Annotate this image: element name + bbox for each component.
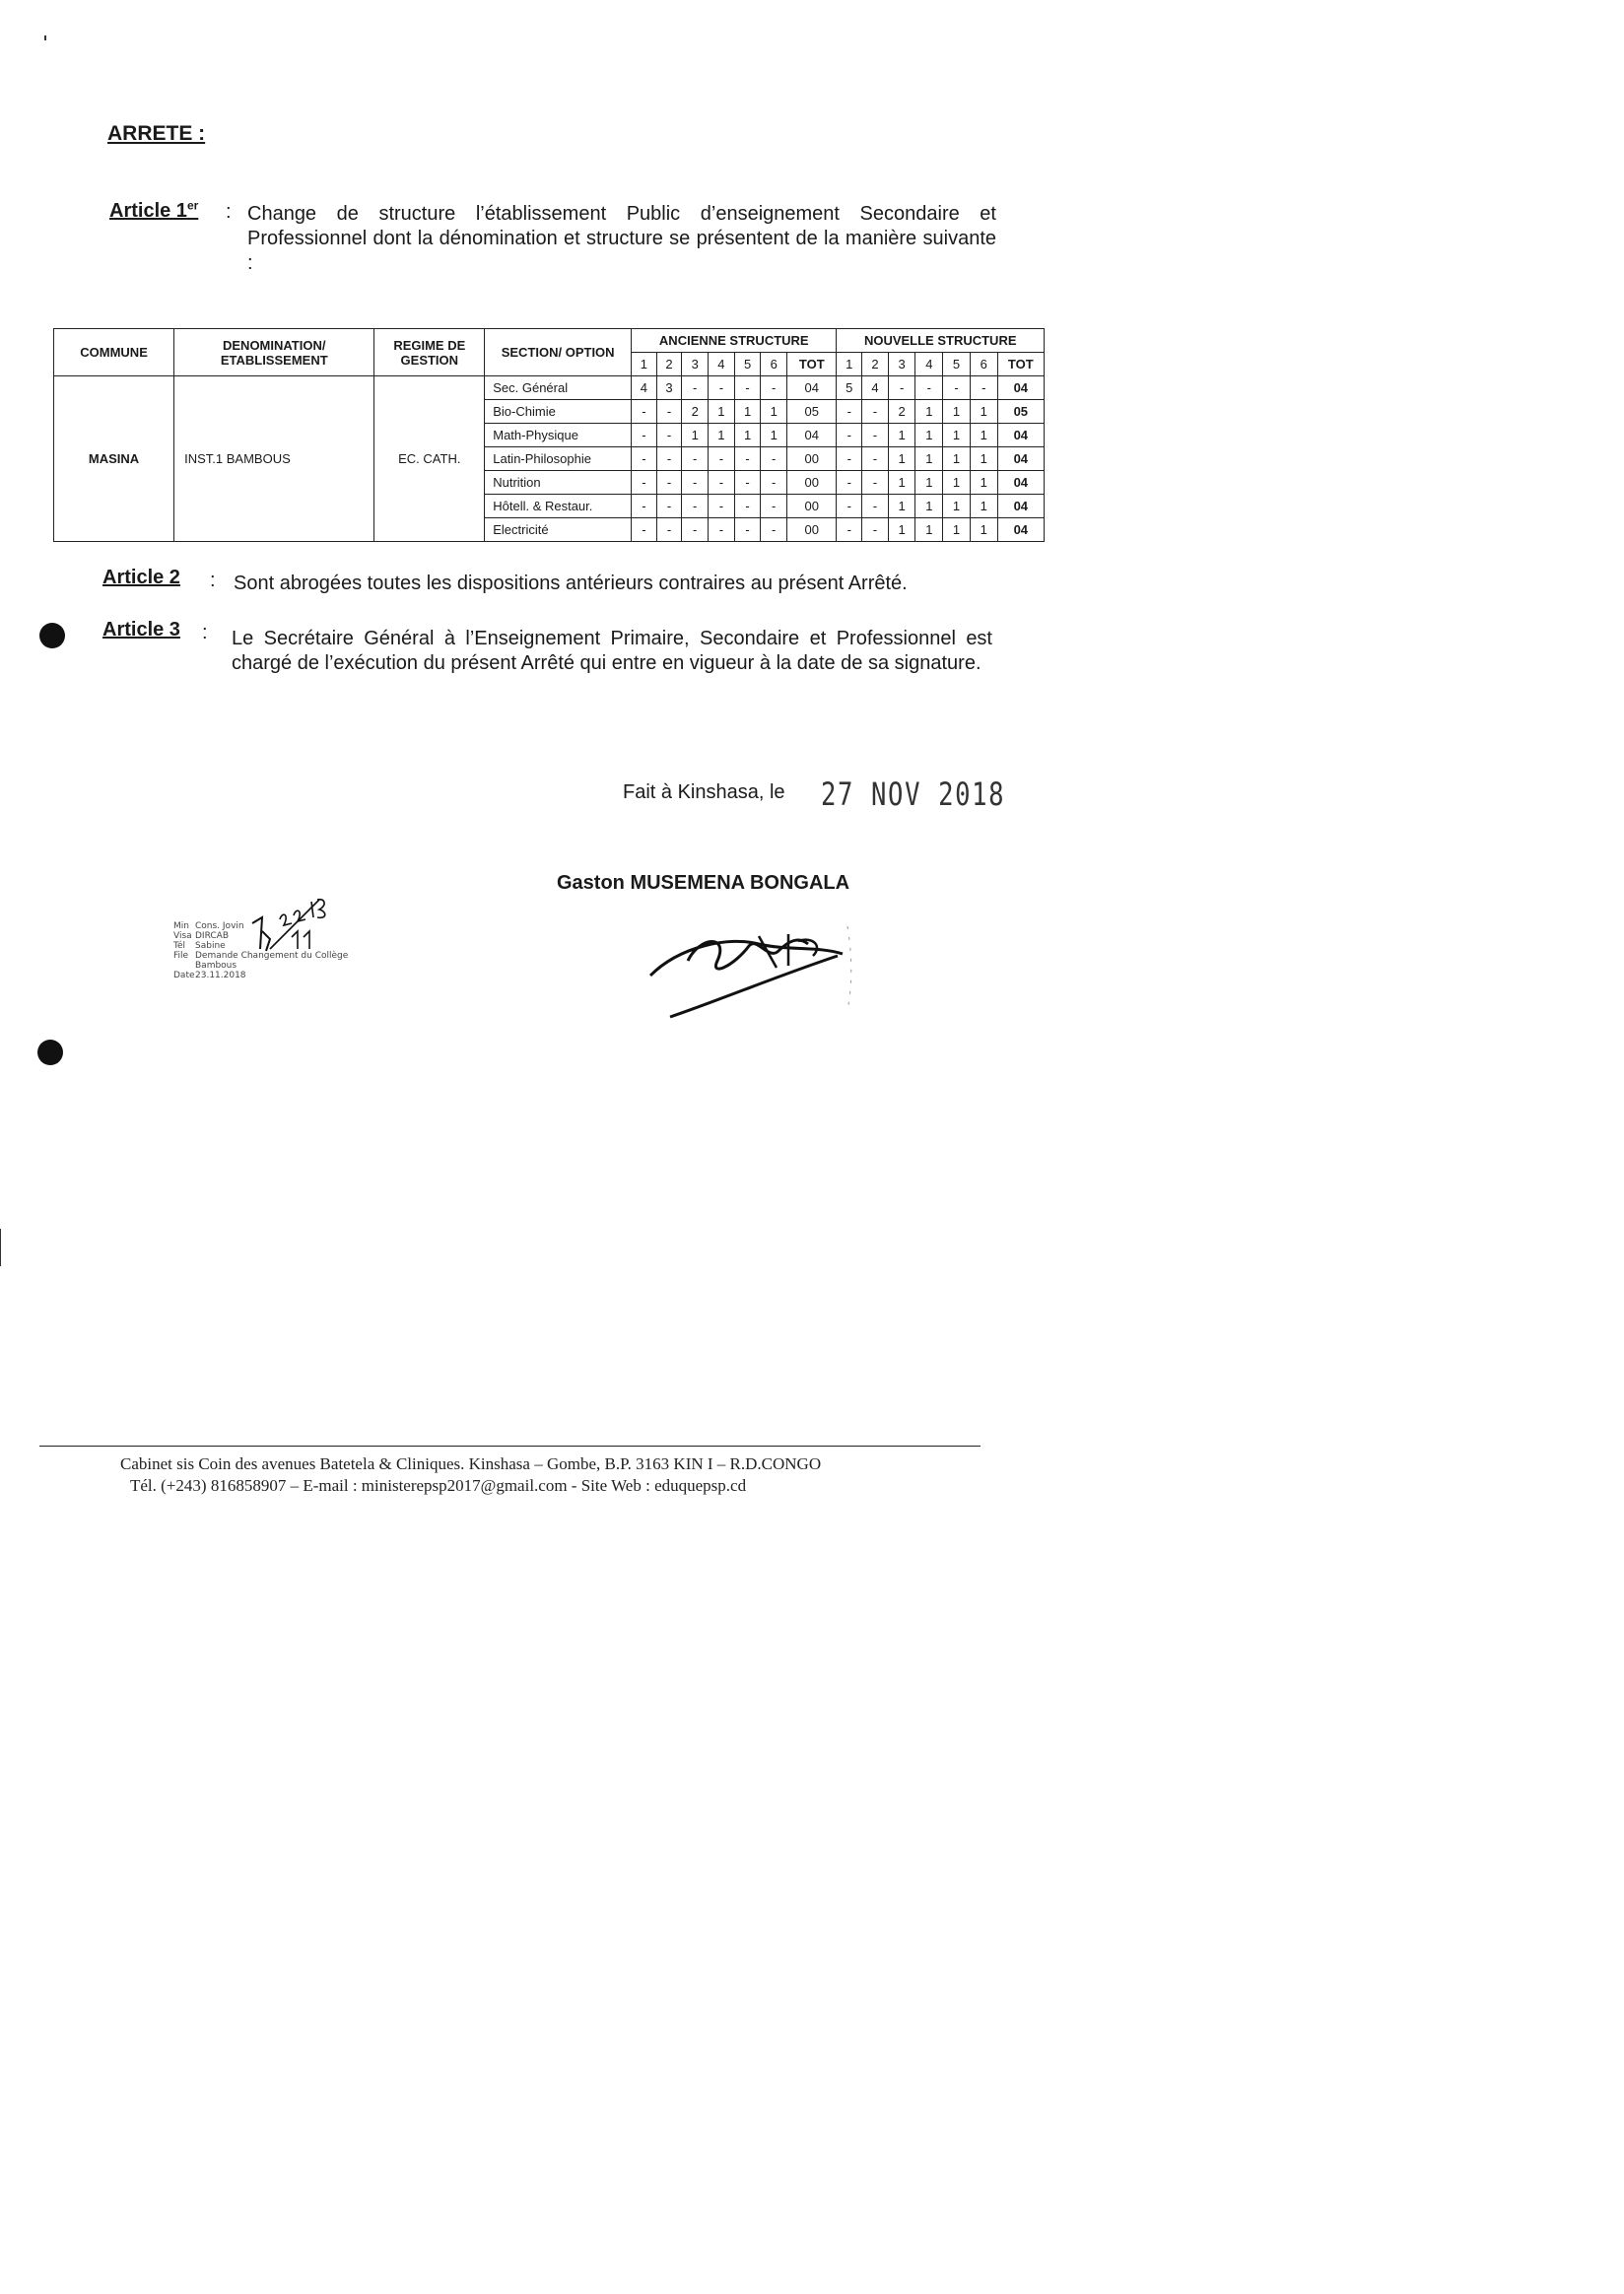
new-year-header: 6: [970, 353, 997, 376]
new-structure-cell: -: [862, 400, 889, 424]
header-denomination: DENOMINATION/ ETABLISSEMENT: [174, 329, 374, 376]
section-cell: Electricité: [485, 518, 632, 542]
table-row: [54, 376, 1045, 400]
old-structure-cell: -: [761, 376, 787, 400]
old-structure-cell: 1: [761, 400, 787, 424]
new-structure-cell: -: [862, 518, 889, 542]
new-structure-cell: 1: [943, 471, 971, 495]
new-structure-cell: 04: [997, 424, 1044, 447]
new-structure-cell: 1: [943, 495, 971, 518]
new-structure-cell: 1: [915, 424, 943, 447]
old-structure-cell: 1: [709, 400, 735, 424]
footer-line-1: Cabinet sis Coin des avenues Batetela & Cliniques. Kinshasa – Gombe, B.P. 3163 KIN I – R.D.CONGO: [120, 1454, 822, 1473]
old-structure-cell: -: [734, 471, 761, 495]
old-structure-cell: -: [682, 447, 709, 471]
handwritten-signature: [641, 907, 867, 1025]
header-nouvelle-structure: NOUVELLE STRUCTURE: [837, 329, 1045, 353]
new-structure-cell: 1: [915, 400, 943, 424]
footer-line-2: Tél. (+243) 816858907 – E-mail : ministerepsp2017@gmail.com - Site Web : eduquepsp.cd: [130, 1476, 747, 1495]
header-regime: REGIME DE GESTION: [374, 329, 485, 376]
new-structure-cell: -: [862, 495, 889, 518]
new-structure-cell: 04: [997, 518, 1044, 542]
new-structure-cell: 1: [888, 495, 915, 518]
new-structure-cell: -: [862, 471, 889, 495]
old-structure-cell: -: [734, 376, 761, 400]
old-structure-cell: 00: [787, 518, 837, 542]
memo-key: Date: [173, 971, 195, 980]
new-structure-cell: -: [862, 424, 889, 447]
new-structure-cell: -: [837, 471, 862, 495]
header-commune: COMMUNE: [54, 329, 174, 376]
article-3-text: Le Secrétaire Général à l’Enseignement Primaire, Secondaire et Professionnel est chargé de l’exécution du présent Arrêté qui entre en vigueur à la date de sa signature.: [232, 628, 992, 674]
article-2-colon: :: [210, 570, 216, 591]
header-section: SECTION/ OPTION: [485, 329, 632, 376]
new-structure-cell: 1: [970, 447, 997, 471]
old-structure-cell: -: [709, 447, 735, 471]
new-structure-cell: -: [862, 447, 889, 471]
document-heading: ARRETE :: [107, 122, 206, 145]
new-structure-cell: 05: [997, 400, 1044, 424]
memo-value: DIRCAB: [195, 931, 230, 941]
old-structure-cell: 00: [787, 495, 837, 518]
old-structure-cell: -: [632, 518, 657, 542]
scan-margin-line: [0, 1229, 1, 1266]
new-structure-cell: 2: [888, 400, 915, 424]
old-structure-cell: 04: [787, 424, 837, 447]
new-structure-cell: 1: [915, 518, 943, 542]
article-1-title: Article 1er: [109, 198, 199, 222]
old-structure-cell: -: [734, 518, 761, 542]
new-structure-cell: 04: [997, 471, 1044, 495]
new-structure-cell: -: [970, 376, 997, 400]
old-structure-cell: 1: [734, 400, 761, 424]
section-cell: Math-Physique: [485, 424, 632, 447]
new-structure-cell: 1: [888, 518, 915, 542]
old-structure-cell: -: [632, 495, 657, 518]
new-structure-cell: 1: [943, 424, 971, 447]
new-year-header: TOT: [997, 353, 1044, 376]
old-year-header: 5: [734, 353, 761, 376]
old-structure-cell: -: [656, 471, 682, 495]
article-1-label: [109, 198, 198, 223]
old-structure-cell: 4: [632, 376, 657, 400]
memo-key: File: [173, 951, 189, 961]
old-structure-cell: -: [709, 376, 735, 400]
old-year-header: 3: [682, 353, 709, 376]
article-3-colon: :: [202, 622, 208, 643]
old-structure-cell: 1: [709, 424, 735, 447]
old-structure-cell: -: [682, 518, 709, 542]
new-structure-cell: -: [837, 495, 862, 518]
old-structure-cell: -: [632, 447, 657, 471]
new-structure-cell: 1: [943, 400, 971, 424]
new-structure-cell: 4: [862, 376, 889, 400]
section-cell: Bio-Chimie: [485, 400, 632, 424]
new-year-header: 2: [862, 353, 889, 376]
old-structure-cell: 00: [787, 447, 837, 471]
old-structure-cell: 2: [682, 400, 709, 424]
memo-value: Sabine: [195, 941, 226, 951]
old-structure-cell: -: [709, 495, 735, 518]
old-structure-cell: -: [682, 376, 709, 400]
new-structure-cell: 1: [915, 495, 943, 518]
section-cell: Nutrition: [485, 471, 632, 495]
signature-date-stamp: 27 NOV 2018: [821, 776, 1006, 813]
signer-name: Gaston MUSEMENA BONGALA: [557, 872, 850, 894]
old-structure-cell: 00: [787, 471, 837, 495]
old-structure-cell: -: [761, 471, 787, 495]
section-cell: Hôtell. & Restaur.: [485, 495, 632, 518]
memo-key: Visa: [173, 931, 192, 941]
new-structure-cell: 1: [915, 447, 943, 471]
memo-key: Min: [173, 921, 189, 931]
new-structure-cell: 1: [970, 471, 997, 495]
article-1-colon: :: [226, 201, 232, 223]
new-structure-cell: 1: [970, 495, 997, 518]
footer-address: [120, 1453, 821, 1497]
memo-key: Tél: [173, 941, 186, 951]
section-cell: Latin-Philosophie: [485, 447, 632, 471]
new-structure-cell: 1: [888, 471, 915, 495]
old-structure-cell: 3: [656, 376, 682, 400]
old-structure-cell: 04: [787, 376, 837, 400]
article-3-title: Article 3: [102, 619, 180, 641]
new-structure-cell: -: [888, 376, 915, 400]
old-structure-cell: -: [656, 447, 682, 471]
old-year-header: 4: [709, 353, 735, 376]
new-structure-cell: -: [837, 518, 862, 542]
old-structure-cell: 1: [682, 424, 709, 447]
new-structure-cell: 1: [970, 400, 997, 424]
new-structure-cell: 1: [888, 424, 915, 447]
new-structure-cell: 04: [997, 376, 1044, 400]
new-structure-cell: -: [837, 400, 862, 424]
new-structure-cell: -: [943, 376, 971, 400]
header-ancienne-structure: ANCIENNE STRUCTURE: [632, 329, 837, 353]
old-structure-cell: -: [682, 495, 709, 518]
old-structure-cell: -: [709, 518, 735, 542]
memo-value: Demande Changement du Collège: [195, 951, 349, 961]
old-structure-cell: -: [682, 471, 709, 495]
structure-table: [53, 328, 1045, 542]
signature-place: Fait à Kinshasa, le: [623, 781, 785, 803]
old-year-header: TOT: [787, 353, 837, 376]
new-year-header: 3: [888, 353, 915, 376]
old-structure-cell: -: [632, 471, 657, 495]
old-structure-cell: 05: [787, 400, 837, 424]
article-2-text: Sont abrogées toutes les dispositions antérieurs contraires au présent Arrêté.: [234, 573, 908, 594]
footer-rule: [39, 1446, 981, 1447]
old-structure-cell: -: [632, 424, 657, 447]
new-structure-cell: 5: [837, 376, 862, 400]
old-structure-cell: -: [761, 518, 787, 542]
punch-hole-dot: [37, 1040, 63, 1065]
article-1-text: Change de structure l’établissement Public d’enseignement Secondaire et Professionnel dont la dénomination et structure se présentent de la manière suivante :: [247, 203, 996, 274]
new-structure-cell: 1: [915, 471, 943, 495]
old-structure-cell: 1: [734, 424, 761, 447]
regime-cell: EC. CATH.: [374, 376, 485, 542]
new-structure-cell: 1: [970, 424, 997, 447]
old-structure-cell: -: [761, 447, 787, 471]
new-structure-cell: -: [915, 376, 943, 400]
old-structure-cell: -: [656, 518, 682, 542]
etablissement-cell: INST.1 BAMBOUS: [174, 376, 374, 542]
old-structure-cell: -: [709, 471, 735, 495]
new-structure-cell: 04: [997, 495, 1044, 518]
memo-row: [173, 971, 348, 980]
punch-hole-dot: [39, 623, 65, 648]
memo-row: [173, 961, 348, 971]
new-structure-cell: 04: [997, 447, 1044, 471]
scan-mark: [44, 35, 46, 40]
new-year-header: 5: [943, 353, 971, 376]
new-year-header: 1: [837, 353, 862, 376]
new-structure-cell: 1: [888, 447, 915, 471]
old-structure-cell: -: [656, 424, 682, 447]
new-structure-cell: -: [837, 424, 862, 447]
new-structure-cell: -: [837, 447, 862, 471]
new-year-header: 4: [915, 353, 943, 376]
old-year-header: 1: [632, 353, 657, 376]
memo-value: Bambous: [195, 961, 237, 971]
old-year-header: 6: [761, 353, 787, 376]
new-structure-cell: 1: [943, 447, 971, 471]
old-structure-cell: -: [734, 447, 761, 471]
old-structure-cell: 1: [761, 424, 787, 447]
handwritten-initials: [248, 892, 337, 956]
memo-value: 23.11.2018: [195, 971, 246, 980]
old-structure-cell: -: [761, 495, 787, 518]
commune-cell: MASINA: [54, 376, 174, 542]
old-structure-cell: -: [734, 495, 761, 518]
article-2-title: Article 2: [102, 567, 180, 588]
old-structure-cell: -: [656, 495, 682, 518]
new-structure-cell: 1: [970, 518, 997, 542]
memo-value: Cons. Jovin: [195, 921, 244, 931]
new-structure-cell: 1: [943, 518, 971, 542]
section-cell: Sec. Général: [485, 376, 632, 400]
old-structure-cell: -: [632, 400, 657, 424]
old-year-header: 2: [656, 353, 682, 376]
old-structure-cell: -: [656, 400, 682, 424]
